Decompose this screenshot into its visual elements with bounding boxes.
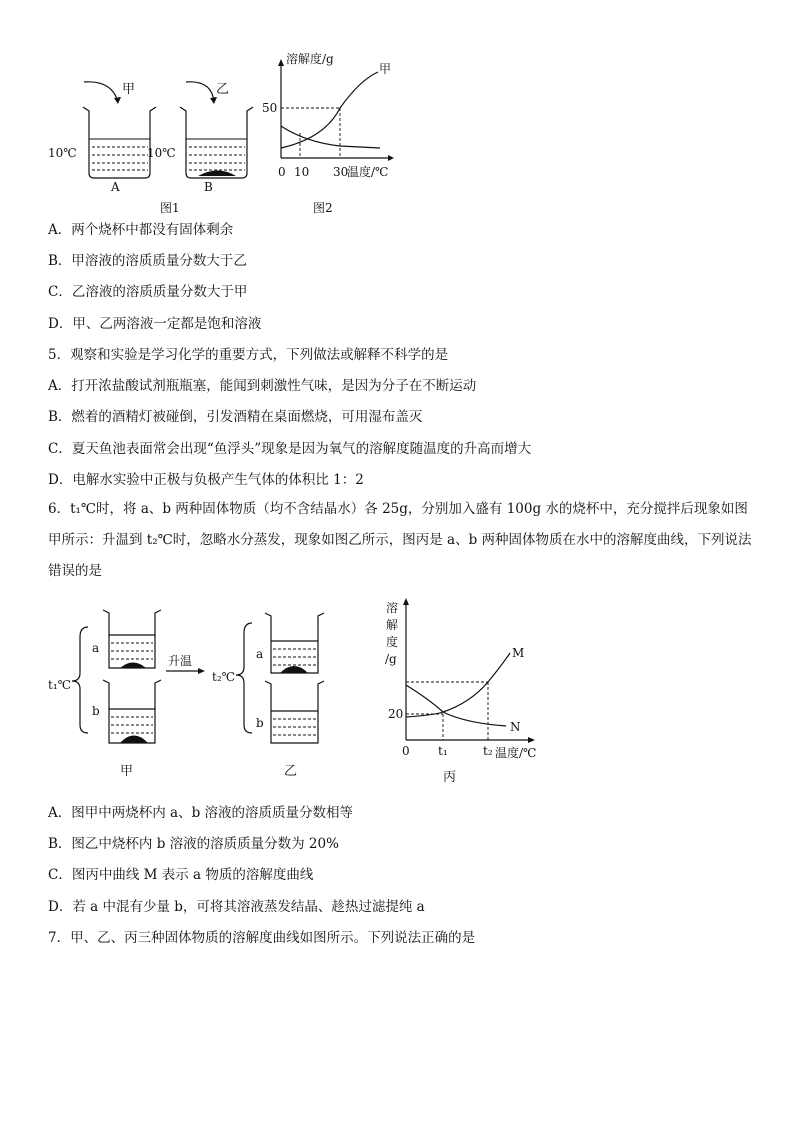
beaker-b-temp: 10℃: [147, 146, 176, 160]
graph2-xlabel: 温度/℃: [495, 746, 537, 760]
graph1-x-tick-0: 0: [278, 165, 286, 179]
q6-option-c: C．图丙中曲线 M 表示 a 物质的溶解度曲线: [48, 867, 314, 883]
heat-label: 升温: [168, 654, 193, 668]
fig-yi-a: a: [256, 647, 264, 661]
graph2-ylabel-3: 度: [386, 635, 399, 649]
q4-option-a: A．两个烧杯中都没有固体剩余: [48, 222, 234, 238]
q5-stem: 5．观察和实验是学习化学的重要方式，下列做法或解释不科学的是: [48, 347, 449, 363]
q5-option-c: C．夏天鱼池表面常会出现“鱼浮头”现象是因为氧气的溶解度随温度的升高而增大: [48, 441, 532, 457]
graph2-x-tick-t2: t₂: [483, 744, 493, 758]
caption-bing: 丙: [443, 770, 457, 785]
caption-fig2: 图2: [313, 201, 333, 215]
fig-jia-b: b: [92, 704, 100, 718]
q5-option-d: D．电解水实验中正极与负极产生气体的体积比 1：2: [48, 472, 364, 488]
beaker-b-letter: B: [204, 180, 213, 194]
graph2-x-tick-0: 0: [402, 744, 410, 758]
q6-stem: 6．t₁℃时，将 a、b 两种固体物质（均不含结晶水）各 25g，分别加入盛有 100g 水的烧杯中，充分搅拌后现象如图甲所示：升温到 t₂℃时，忽略水分蒸发，现象如图乙所示，图丙是 a、b 两种固体物质在水中的溶解度曲线，下列说法错误的是: [48, 501, 752, 579]
caption-jia: 甲: [120, 764, 134, 779]
graph2-y-tick: 20: [388, 707, 404, 721]
beaker-jia-b: [103, 680, 161, 743]
q6-option-d: D．若 a 中混有少量 b，可将其溶液蒸发结晶、趁热过滤提纯 a: [48, 899, 425, 915]
caption-fig1: 图1: [160, 201, 180, 215]
beaker-a-temp: 10℃: [48, 146, 77, 160]
fig-yi-b: b: [256, 716, 264, 730]
beaker-a: [83, 82, 156, 178]
q4-option-c: C．乙溶液的溶质质量分数大于甲: [48, 284, 248, 300]
fig-jia-a: a: [92, 641, 100, 655]
graph2-curve-m: M: [512, 646, 525, 660]
beaker-a-substance: 甲: [122, 82, 136, 97]
graph2-ylabel-4: /g: [385, 652, 397, 666]
graph1-curve-label: 甲: [379, 62, 392, 76]
fig-jia-t1: t₁℃: [48, 678, 72, 692]
graph2-ylabel-1: 溶: [386, 601, 399, 615]
q5-option-a: A．打开浓盐酸试剂瓶瓶塞，能闻到刺激性气味，是因为分子在不断运动: [48, 378, 477, 394]
graph2-ylabel-2: 解: [386, 618, 399, 632]
beaker-jia-a: [103, 610, 161, 668]
graph2-x-tick-t1: t₁: [438, 744, 448, 758]
q4-option-b: B．甲溶液的溶质质量分数大于乙: [48, 253, 247, 269]
beaker-b-substance: 乙: [216, 82, 230, 97]
beaker-a-letter: A: [111, 180, 120, 194]
q6-option-b: B．图乙中烧杯内 b 溶液的溶质质量分数为 20%: [48, 836, 339, 852]
graph2-curve-n: N: [510, 720, 521, 734]
q6-option-a: A．图甲中两烧杯内 a、b 溶液的溶质质量分数相等: [48, 805, 354, 821]
beaker-yi-b: [265, 681, 324, 743]
graph1-x-tick-30: 30: [333, 165, 349, 179]
q5-option-b: B．燃着的酒精灯被碰倒，引发酒精在桌面燃烧，可用湿布盖灭: [48, 409, 423, 425]
beaker-yi-a: [265, 613, 324, 673]
caption-yi: 乙: [284, 764, 298, 779]
q7-stem: 7．甲、乙、丙三种固体物质的溶解度曲线如图所示。下列说法正确的是: [48, 930, 476, 946]
graph1-xlabel: 温度/℃: [347, 165, 389, 179]
solubility-graph-1: [278, 59, 394, 161]
fig-yi-t2: t₂℃: [212, 670, 236, 684]
graph1-ylabel: 溶解度/g: [286, 52, 334, 66]
q4-option-d: D．甲、乙两溶液一定都是饱和溶液: [48, 316, 262, 332]
graph1-x-tick-10: 10: [294, 165, 310, 179]
graph1-y-tick: 50: [262, 101, 278, 115]
figure-q6: [40, 595, 560, 795]
